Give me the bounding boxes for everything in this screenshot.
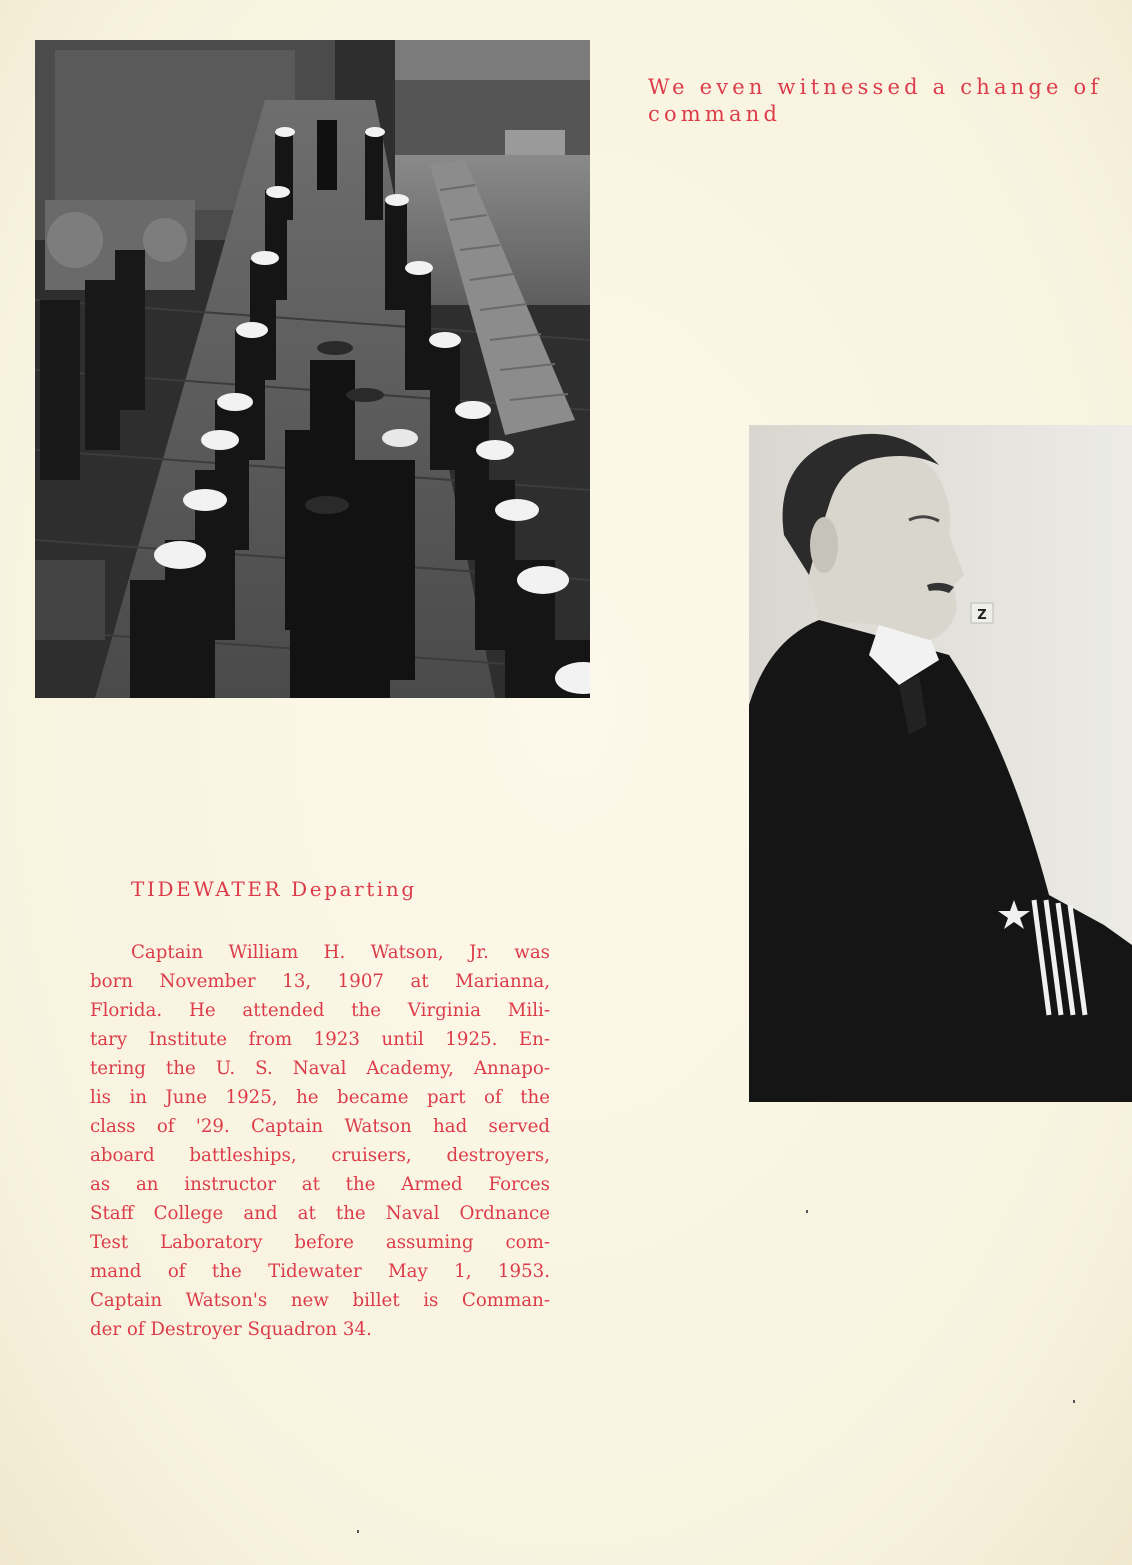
portrait-sign-letter: Z [977, 608, 987, 623]
bio-line: Captain William H. Watson, Jr. was [131, 942, 550, 963]
bio-line: mand of the Tidewater May 1, 1953. [90, 1261, 550, 1282]
paper-speck [357, 1530, 359, 1533]
bio-line: lis in June 1925, he became part of the [90, 1087, 550, 1108]
bio-line: Florida. He attended the Virginia Mili- [90, 1000, 550, 1021]
bio-line: Test Laboratory before assuming com- [90, 1232, 550, 1253]
captain-portrait-photo [749, 425, 1132, 1102]
bio-line: as an instructor at the Armed Forces [90, 1174, 550, 1195]
bio-line: tering the U. S. Naval Academy, Annapo- [90, 1058, 550, 1079]
bio-line: der of Destroyer Squadron 34. [90, 1319, 372, 1340]
bio-line: tary Institute from 1923 until 1925. En- [90, 1029, 550, 1050]
section-heading: TIDEWATER Departing [131, 877, 417, 901]
paper-speck [806, 1210, 808, 1213]
crew-formation-photo [35, 40, 590, 698]
bio-line: Captain Watson's new billet is Comman- [90, 1290, 550, 1311]
bio-line: class of '29. Captain Watson had served [90, 1116, 550, 1137]
captain-biography [90, 938, 550, 1344]
bio-line: born November 13, 1907 at Marianna, [90, 971, 550, 992]
paper-speck [1073, 1400, 1075, 1403]
bio-line: Staff College and at the Naval Ordnance [90, 1203, 550, 1224]
change-of-command-caption: We even witnessed a change of command [648, 75, 1103, 126]
bio-line: aboard battleships, cruisers, destroyers, [90, 1145, 550, 1166]
